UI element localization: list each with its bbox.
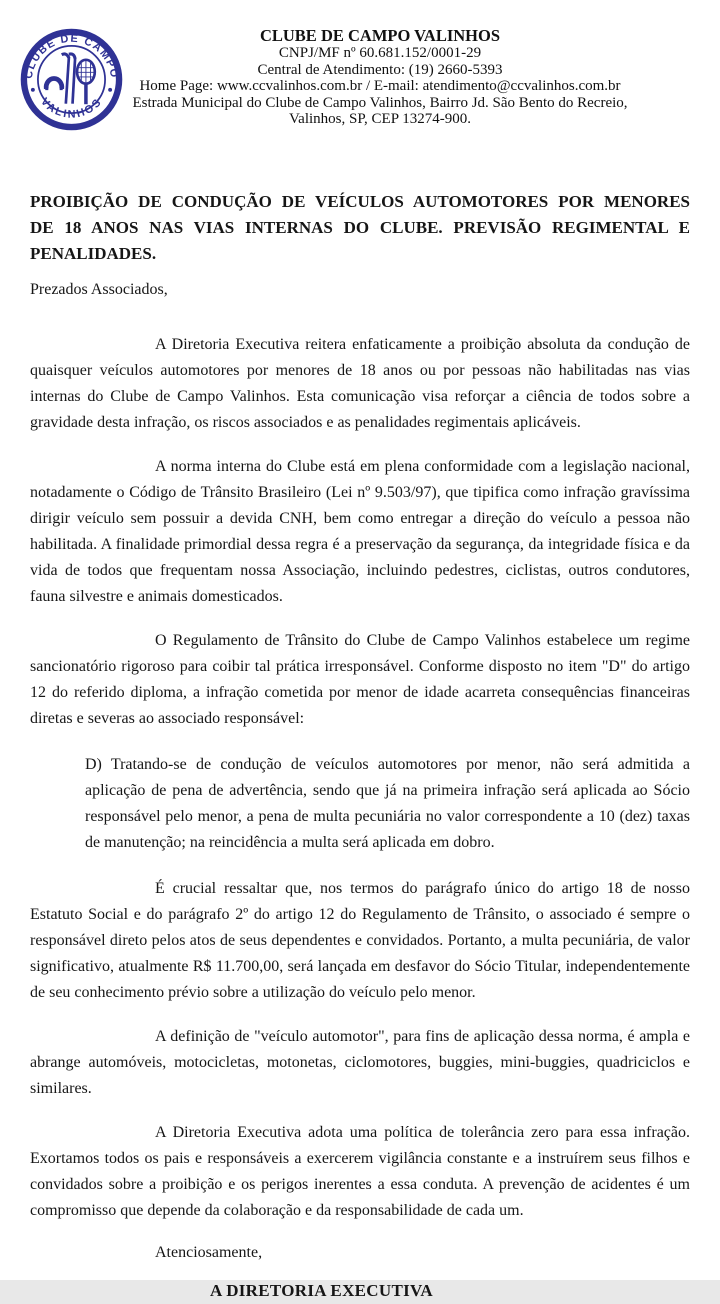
regulation-quote-item-d: D) Tratando-se de condução de veículos automotores por menor, não será admitida a aplicação de pena de advertência, sendo que já na primeira infração será aplicada ao Sócio responsável pelo menor, a pena de multa pecuniária no valor correspondente a 10 (dez) taxas de manutenção; na reincidência a multa será aplicada em dobro. [85, 756, 690, 851]
signature-line: A DIRETORIA EXECUTIVA [210, 1281, 433, 1300]
cnpj-line: CNPJ/MF nº 60.681.152/0001-29 [278, 45, 482, 61]
paragraph-5: A definição de "veículo automotor", para fins de aplicação dessa norma, é ampla e abrange automóveis, motocicletas, motonetas, ciclomotores, buggies, mini-buggies, quadriciclos e similares. [30, 1028, 690, 1097]
paragraph-1: A Diretoria Executiva reitera enfaticamente a proibição absoluta da condução de quaisquer veículos automotores por menores de 18 anos ou por pessoas não habilitadas nas vias internas do Clube de Campo Valinhos. Esta comunicação visa reforçar a ciência de todos sobre a gravidade desta infração, os riscos associados e as penalidades regimentais aplicáveis. [30, 336, 690, 431]
phone-line: Central de Atendimento: (19) 2660-5393 [257, 61, 503, 78]
subject-title: PROIBIÇÃO DE CONDUÇÃO DE VEÍCULOS AUTOMOTORES POR MENORES DE 18 ANOS NAS VIAS INTERNAS DO CLUBE. PREVISÃO REGIMENTAL E PENALIDADES. [30, 192, 690, 263]
letterhead [0, 0, 720, 133]
seal-dot-left [31, 88, 35, 92]
paragraph-3: O Regulamento de Trânsito do Clube de Campo Valinhos estabelece um regime sancionatório rigoroso para coibir tal prática irresponsável. Conforme disposto no item "D" do artigo 12 do referido diploma, a infração cometida por menor de idade acarreta consequências financeiras diretas e severas ao associado responsável: [30, 632, 690, 727]
seal-arc-bottom-text: VALINHOS [38, 95, 105, 121]
closing: Atenciosamente, [155, 1244, 263, 1261]
club-seal-logo [20, 28, 123, 131]
address-line-2: Valinhos, SP, CEP 13274-900. [289, 111, 471, 127]
club-name: CLUBE DE CAMPO VALINHOS [259, 26, 501, 45]
salutation: Prezados Associados, [30, 281, 168, 298]
paragraph-6: A Diretoria Executiva adota uma política de tolerância zero para essa infração. Exortamos todos os pais e responsáveis a exercerem vigilância constante e a instruírem seus filhos e convidados sobre a proibição e os perigos inerentes a essa conduta. A prevenção de acidentes é um compromisso que depende da colaboração e da responsabilidade de cada um. [30, 1124, 690, 1219]
paragraph-4: É crucial ressaltar que, nos termos do parágrafo único do artigo 18 de nosso Estatuto Social e do parágrafo 2º do artigo 12 do Regulamento de Trânsito, o associado é sempre o responsável direto pelos atos de seus dependentes e convidados. Portanto, a multa pecuniária, de valor significativo, atualmente R$ 11.700,00, será lançada em desfavor do Sócio Titular, independentemente de seu conhecimento prévio sobre a utilização do veículo pelo menor. [30, 880, 690, 1001]
paragraph-2: A norma interna do Clube está em plena conformidade com a legislação nacional, notadamente o Código de Trânsito Brasileiro (Lei nº 9.503/97), que tipifica como infração gravíssima dirigir veículo sem possuir a devida CNH, bem como entregar a direção do veículo a pessoa não habilitada. A finalidade primordial dessa regra é a preservação da segurança, da integridade física e da vida de todos que frequentam nossa Associação, incluindo pedestres, ciclistas, outros condutores, fauna silvestre e animais domesticados. [30, 458, 690, 605]
address-line-1: Estrada Municipal do Clube de Campo Valinhos, Bairro Jd. São Bento do Recreio, [132, 94, 628, 111]
homepage-email-line: Home Page: www.ccvalinhos.com.br / E-mail: atendimento@ccvalinhos.com.br [139, 78, 621, 94]
seal-arc-top-text: CLUBE DE CAMPO [22, 32, 121, 80]
seal-dot-right [108, 88, 112, 92]
letter-body [0, 189, 720, 1304]
